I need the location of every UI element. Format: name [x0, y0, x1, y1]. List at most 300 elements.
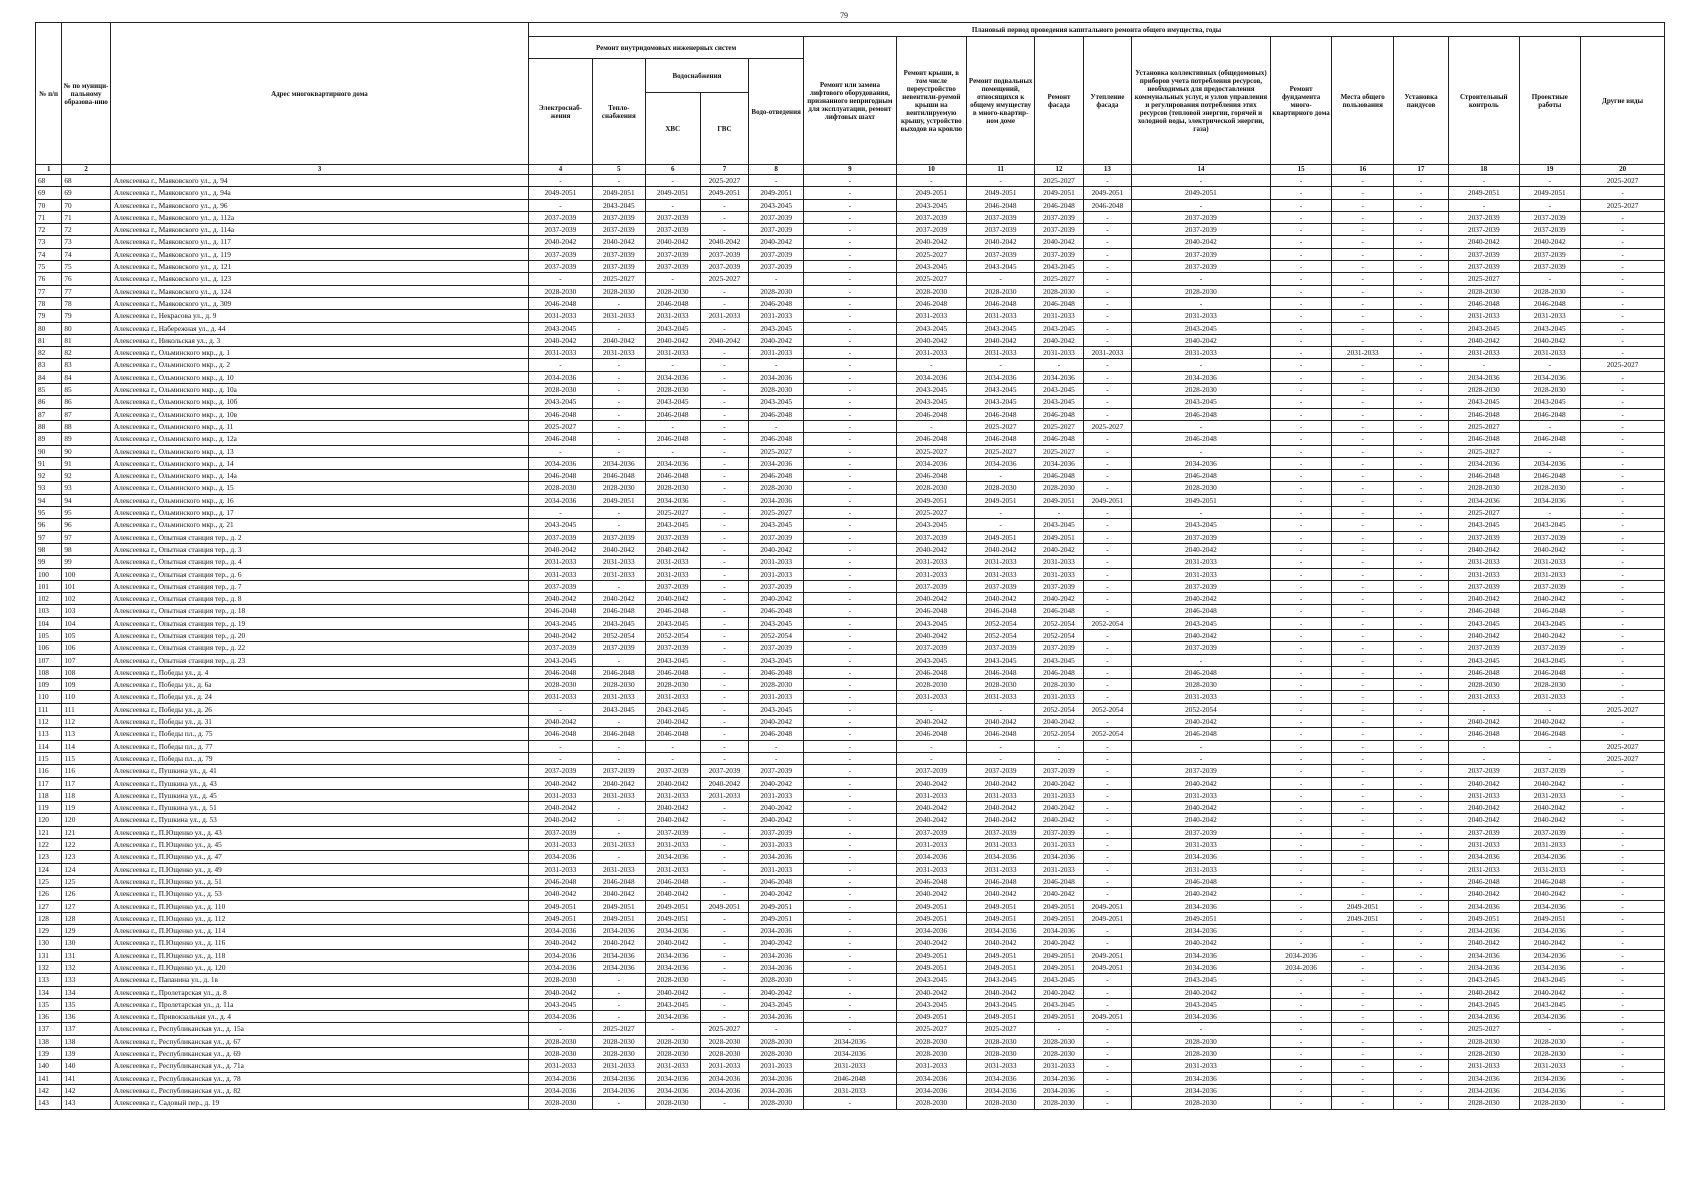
period-cell: 2040-2042 — [529, 777, 593, 789]
period-cell: 2034-2036 — [1035, 1084, 1083, 1096]
table-row — [36, 1011, 1665, 1023]
period-cell: - — [1270, 826, 1332, 838]
municipal-number: 141 — [62, 1072, 110, 1084]
period-cell: - — [804, 273, 896, 285]
period-cell: 2034-2036 — [645, 1084, 700, 1096]
period-cell: - — [1132, 175, 1271, 187]
period-cell: 2043-2045 — [645, 322, 700, 334]
period-cell: 2025-2027 — [896, 248, 966, 260]
period-cell: 2037-2039 — [749, 642, 804, 654]
period-cell: 2040-2042 — [896, 777, 966, 789]
period-cell: - — [1083, 679, 1131, 691]
period-cell: - — [1332, 986, 1394, 998]
row-number: 107 — [36, 654, 62, 666]
period-cell: 2031-2033 — [896, 556, 966, 568]
row-number: 104 — [36, 617, 62, 629]
period-cell: - — [700, 728, 748, 740]
period-cell: - — [896, 175, 966, 187]
period-cell: - — [1394, 666, 1449, 678]
municipal-number: 110 — [62, 691, 110, 703]
period-cell: - — [529, 1023, 593, 1035]
municipal-number: 91 — [62, 457, 110, 469]
table-row — [36, 359, 1665, 371]
period-cell: - — [1394, 371, 1449, 383]
period-cell: 2034-2036 — [1132, 962, 1271, 974]
period-cell: 2031-2033 — [896, 789, 966, 801]
header-insulation: Утепление фасада — [1083, 37, 1131, 165]
period-cell: 2043-2045 — [1449, 617, 1519, 629]
period-cell: 2028-2030 — [1449, 482, 1519, 494]
period-cell: 2040-2042 — [1519, 593, 1581, 605]
period-cell: 2043-2045 — [967, 384, 1035, 396]
period-cell: 2031-2033 — [896, 863, 966, 875]
period-cell: 2040-2042 — [967, 334, 1035, 346]
period-cell: 2040-2042 — [645, 236, 700, 248]
period-cell: 2028-2030 — [645, 679, 700, 691]
period-cell: 2031-2033 — [1519, 310, 1581, 322]
period-cell: - — [804, 494, 896, 506]
address-cell: Алексеевка г., Опытная станция тер., д. 19 — [110, 617, 528, 629]
period-cell: - — [1581, 974, 1665, 986]
period-cell: 2034-2036 — [1132, 925, 1271, 937]
address-cell: Алексеевка г., Республиканская ул., д. 71а — [110, 1060, 528, 1072]
period-cell: - — [1083, 519, 1131, 531]
period-cell: 2031-2033 — [592, 863, 645, 875]
period-cell: 2040-2042 — [896, 888, 966, 900]
row-number: 114 — [36, 740, 62, 752]
period-cell: 2028-2030 — [967, 679, 1035, 691]
period-cell: 2046-2048 — [592, 605, 645, 617]
period-cell: - — [1332, 248, 1394, 260]
period-cell: - — [1332, 863, 1394, 875]
period-cell: 2028-2030 — [529, 1048, 593, 1060]
table-row — [36, 457, 1665, 469]
period-cell: 2040-2042 — [967, 802, 1035, 814]
period-cell: - — [1332, 1048, 1394, 1060]
period-cell: - — [1083, 248, 1131, 260]
period-cell: - — [1083, 629, 1131, 641]
period-cell: 2040-2042 — [1132, 543, 1271, 555]
column-numbers-row — [36, 165, 1665, 175]
row-number: 105 — [36, 629, 62, 641]
period-cell: - — [592, 384, 645, 396]
period-cell: - — [592, 507, 645, 519]
address-cell: Алексеевка г., Победы ул., д. 31 — [110, 716, 528, 728]
period-cell: 2040-2042 — [645, 777, 700, 789]
period-cell: 2031-2033 — [967, 310, 1035, 322]
period-cell: 2040-2042 — [967, 543, 1035, 555]
row-number: 142 — [36, 1084, 62, 1096]
period-cell: 2037-2039 — [1132, 765, 1271, 777]
period-cell: 2040-2042 — [1132, 716, 1271, 728]
period-cell: 2031-2033 — [896, 347, 966, 359]
period-cell: - — [1083, 605, 1131, 617]
period-cell: 2040-2042 — [967, 593, 1035, 605]
period-cell: - — [804, 457, 896, 469]
municipal-number: 137 — [62, 1023, 110, 1035]
municipal-number: 88 — [62, 420, 110, 432]
period-cell: 2025-2027 — [896, 507, 966, 519]
period-cell: - — [1083, 716, 1131, 728]
period-cell: - — [700, 839, 748, 851]
period-cell: - — [1449, 359, 1519, 371]
row-number: 132 — [36, 962, 62, 974]
address-cell: Алексеевка г., Ольминского мкр., д. 14 — [110, 457, 528, 469]
period-cell: 2043-2045 — [645, 519, 700, 531]
period-cell: 2025-2027 — [700, 1023, 748, 1035]
address-cell: Алексеевка г., Победы ул., д. 4 — [110, 666, 528, 678]
period-cell: 2031-2033 — [1035, 839, 1083, 851]
address-cell: Алексеевка г., Маяковского ул., д. 96 — [110, 199, 528, 211]
period-cell: 2028-2030 — [1132, 1097, 1271, 1109]
period-cell: - — [1270, 617, 1332, 629]
period-cell: - — [1083, 396, 1131, 408]
period-cell: 2034-2036 — [1035, 457, 1083, 469]
period-cell: 2043-2045 — [529, 617, 593, 629]
period-cell: - — [804, 211, 896, 223]
period-cell: - — [1581, 654, 1665, 666]
period-cell: 2028-2030 — [529, 1097, 593, 1109]
period-cell: 2031-2033 — [529, 863, 593, 875]
municipal-number: 93 — [62, 482, 110, 494]
municipal-number: 83 — [62, 359, 110, 371]
period-cell: - — [1270, 925, 1332, 937]
table-row — [36, 507, 1665, 519]
period-cell: - — [1270, 396, 1332, 408]
period-cell: 2037-2039 — [1132, 531, 1271, 543]
period-cell: - — [1270, 568, 1332, 580]
period-cell: - — [1332, 396, 1394, 408]
period-cell: 2037-2039 — [749, 826, 804, 838]
period-cell: 2046-2048 — [1519, 433, 1581, 445]
period-cell: 2034-2036 — [749, 371, 804, 383]
period-cell: - — [1581, 457, 1665, 469]
period-cell: 2049-2051 — [967, 531, 1035, 543]
address-cell: Алексеевка г., Маяковского ул., д. 124 — [110, 285, 528, 297]
period-cell: 2031-2033 — [529, 347, 593, 359]
table-row — [36, 433, 1665, 445]
period-cell: 2031-2033 — [1132, 568, 1271, 580]
period-cell: 2043-2045 — [967, 261, 1035, 273]
period-cell: 2031-2033 — [592, 347, 645, 359]
period-cell: 2034-2036 — [967, 1072, 1035, 1084]
period-cell: 2040-2042 — [529, 543, 593, 555]
period-cell: 2052-2054 — [645, 629, 700, 641]
period-cell: - — [1394, 482, 1449, 494]
period-cell: 2049-2051 — [749, 912, 804, 924]
period-cell: - — [1519, 740, 1581, 752]
period-cell: 2049-2051 — [749, 900, 804, 912]
period-cell: - — [1394, 470, 1449, 482]
period-cell: - — [804, 568, 896, 580]
period-cell: 2049-2051 — [1083, 494, 1131, 506]
period-cell: 2028-2030 — [1519, 384, 1581, 396]
address-cell: Алексеевка г., Пушкина ул., д. 43 — [110, 777, 528, 789]
period-cell: - — [1270, 408, 1332, 420]
table-row — [36, 310, 1665, 322]
period-cell: - — [1394, 433, 1449, 445]
period-cell: - — [1394, 925, 1449, 937]
period-cell: 2034-2036 — [1519, 949, 1581, 961]
period-cell: 2031-2033 — [1132, 347, 1271, 359]
period-cell: 2034-2036 — [592, 1072, 645, 1084]
period-cell: - — [1132, 273, 1271, 285]
period-cell: - — [1581, 543, 1665, 555]
period-cell: 2040-2042 — [645, 716, 700, 728]
period-cell: 2037-2039 — [645, 261, 700, 273]
table-row — [36, 211, 1665, 223]
table-row — [36, 851, 1665, 863]
period-cell: - — [700, 482, 748, 494]
period-cell: - — [700, 445, 748, 457]
period-cell: 2037-2039 — [700, 248, 748, 260]
row-number: 100 — [36, 568, 62, 580]
row-number: 126 — [36, 888, 62, 900]
period-cell: 2028-2030 — [700, 1035, 748, 1047]
period-cell: 2040-2042 — [749, 802, 804, 814]
address-cell: Алексеевка г., Ольминского мкр., д. 14а — [110, 470, 528, 482]
period-cell: - — [804, 310, 896, 322]
row-number: 79 — [36, 310, 62, 322]
address-cell: Алексеевка г., П.Ющенко ул., д. 116 — [110, 937, 528, 949]
period-cell: - — [1083, 236, 1131, 248]
row-number: 113 — [36, 728, 62, 740]
period-cell: - — [1394, 826, 1449, 838]
period-cell: - — [700, 666, 748, 678]
period-cell: 2031-2033 — [896, 568, 966, 580]
period-cell: 2037-2039 — [529, 826, 593, 838]
period-cell: 2043-2045 — [749, 703, 804, 715]
period-cell: 2034-2036 — [1449, 900, 1519, 912]
period-cell: 2031-2033 — [1449, 789, 1519, 801]
address-cell: Алексеевка г., Опытная станция тер., д. 3 — [110, 543, 528, 555]
header-ramps: Установка пандусов — [1394, 37, 1449, 165]
row-number: 122 — [36, 839, 62, 851]
period-cell: 2046-2048 — [896, 875, 966, 887]
period-cell: - — [804, 224, 896, 236]
period-cell: 2028-2030 — [1035, 482, 1083, 494]
period-cell: - — [804, 396, 896, 408]
period-cell: 2037-2039 — [1519, 224, 1581, 236]
period-cell: - — [1270, 605, 1332, 617]
period-cell: - — [700, 912, 748, 924]
period-cell: 2031-2033 — [645, 568, 700, 580]
period-cell: 2034-2036 — [1519, 962, 1581, 974]
row-number: 77 — [36, 285, 62, 297]
period-cell: - — [1394, 962, 1449, 974]
period-cell: 2031-2033 — [1519, 347, 1581, 359]
period-cell: - — [700, 1097, 748, 1109]
address-cell: Алексеевка г., П.Ющенко ул., д. 49 — [110, 863, 528, 875]
municipal-number: 136 — [62, 1011, 110, 1023]
period-cell: - — [1581, 297, 1665, 309]
period-cell: - — [1332, 629, 1394, 641]
period-cell: 2043-2045 — [645, 703, 700, 715]
period-cell: 2037-2039 — [1519, 531, 1581, 543]
period-cell: - — [896, 420, 966, 432]
period-cell: - — [1270, 248, 1332, 260]
period-cell: 2025-2027 — [1035, 445, 1083, 457]
period-cell: 2049-2051 — [529, 912, 593, 924]
period-cell: - — [1332, 297, 1394, 309]
period-cell: - — [1132, 420, 1271, 432]
period-cell: - — [1132, 297, 1271, 309]
period-cell: 2040-2042 — [749, 986, 804, 998]
table-row — [36, 789, 1665, 801]
period-cell: - — [700, 457, 748, 469]
row-number: 78 — [36, 297, 62, 309]
period-cell: 2034-2036 — [1035, 1072, 1083, 1084]
period-cell: 2049-2051 — [896, 962, 966, 974]
period-cell: 2031-2033 — [1449, 347, 1519, 359]
period-cell: 2037-2039 — [749, 224, 804, 236]
period-cell: - — [1083, 1060, 1131, 1072]
row-number: 115 — [36, 752, 62, 764]
address-cell: Алексеевка г., Республиканская ул., д. 82 — [110, 1084, 528, 1096]
municipal-number: 80 — [62, 322, 110, 334]
period-cell: 2040-2042 — [1035, 802, 1083, 814]
period-cell: 2034-2036 — [896, 925, 966, 937]
period-cell: 2037-2039 — [592, 211, 645, 223]
period-cell: - — [804, 371, 896, 383]
period-cell: - — [1332, 814, 1394, 826]
period-cell: - — [1332, 334, 1394, 346]
period-cell: - — [1132, 199, 1271, 211]
row-number: 86 — [36, 396, 62, 408]
period-cell: - — [645, 175, 700, 187]
period-cell: 2028-2030 — [1449, 1035, 1519, 1047]
period-cell: - — [1394, 175, 1449, 187]
period-cell: - — [1270, 433, 1332, 445]
table-row — [36, 445, 1665, 457]
row-number: 121 — [36, 826, 62, 838]
period-cell: - — [804, 728, 896, 740]
period-cell: - — [1083, 1048, 1131, 1060]
row-number: 120 — [36, 814, 62, 826]
period-cell: - — [1083, 297, 1131, 309]
header-heat: Тепло-снабжения — [592, 59, 645, 165]
table-row — [36, 1035, 1665, 1047]
municipal-number: 81 — [62, 334, 110, 346]
period-cell: - — [592, 396, 645, 408]
period-cell: 2031-2033 — [1519, 1060, 1581, 1072]
municipal-number: 124 — [62, 863, 110, 875]
column-number: 8 — [749, 165, 804, 175]
column-number: 19 — [1519, 165, 1581, 175]
period-cell: - — [1083, 445, 1131, 457]
period-cell: 2034-2036 — [592, 457, 645, 469]
period-cell: - — [1083, 322, 1131, 334]
row-number: 97 — [36, 531, 62, 543]
period-cell: 2046-2048 — [1519, 297, 1581, 309]
period-cell: 2034-2036 — [529, 371, 593, 383]
period-cell: 2046-2048 — [592, 875, 645, 887]
municipal-number: 89 — [62, 433, 110, 445]
address-cell: Алексеевка г., Опытная станция тер., д. 6 — [110, 568, 528, 580]
period-cell: 2043-2045 — [645, 654, 700, 666]
period-cell: - — [749, 359, 804, 371]
period-cell: 2037-2039 — [749, 765, 804, 777]
address-cell: Алексеевка г., П.Ющенко ул., д. 43 — [110, 826, 528, 838]
period-cell: 2046-2048 — [529, 408, 593, 420]
period-cell: - — [1394, 986, 1449, 998]
period-cell: - — [1581, 937, 1665, 949]
period-cell: 2031-2033 — [529, 310, 593, 322]
period-cell: 2031-2033 — [645, 347, 700, 359]
municipal-number: 120 — [62, 814, 110, 826]
period-cell: - — [1035, 507, 1083, 519]
row-number: 88 — [36, 420, 62, 432]
period-cell: - — [1394, 1097, 1449, 1109]
period-cell: 2043-2045 — [1035, 261, 1083, 273]
period-cell: - — [1132, 1023, 1271, 1035]
period-cell: - — [804, 642, 896, 654]
period-cell: - — [1083, 556, 1131, 568]
municipal-number: 75 — [62, 261, 110, 273]
period-cell: - — [1581, 347, 1665, 359]
period-cell: - — [1332, 236, 1394, 248]
period-cell: 2034-2036 — [1519, 1084, 1581, 1096]
period-cell: - — [967, 175, 1035, 187]
period-cell: 2046-2048 — [529, 666, 593, 678]
period-cell: 2028-2030 — [645, 482, 700, 494]
table-row — [36, 1072, 1665, 1084]
period-cell: - — [967, 703, 1035, 715]
period-cell: 2034-2036 — [896, 371, 966, 383]
period-cell: 2034-2036 — [749, 962, 804, 974]
table-row — [36, 1084, 1665, 1096]
period-cell: 2043-2045 — [967, 396, 1035, 408]
period-cell: - — [1394, 445, 1449, 457]
header-address: Адрес многоквартирного дома — [110, 23, 528, 165]
period-cell: 2043-2045 — [1035, 519, 1083, 531]
municipal-number: 139 — [62, 1048, 110, 1060]
table-row — [36, 396, 1665, 408]
period-cell: - — [804, 691, 896, 703]
period-cell: - — [1449, 175, 1519, 187]
period-cell: - — [700, 211, 748, 223]
period-cell: - — [1581, 912, 1665, 924]
period-cell: 2031-2033 — [1519, 789, 1581, 801]
period-cell: - — [1581, 420, 1665, 432]
address-cell: Алексеевка г., Республиканская ул., д. 15а — [110, 1023, 528, 1035]
period-cell: 2031-2033 — [592, 556, 645, 568]
period-cell: - — [967, 740, 1035, 752]
period-cell: 2046-2048 — [645, 433, 700, 445]
period-cell: 2028-2030 — [967, 285, 1035, 297]
period-cell: 2040-2042 — [645, 986, 700, 998]
period-cell: 2043-2045 — [1519, 617, 1581, 629]
period-cell: 2025-2027 — [1581, 703, 1665, 715]
period-cell: 2049-2051 — [967, 900, 1035, 912]
municipal-number: 90 — [62, 445, 110, 457]
period-cell: 2031-2033 — [645, 691, 700, 703]
period-cell: - — [1270, 814, 1332, 826]
period-cell: - — [1035, 752, 1083, 764]
period-cell: - — [1132, 752, 1271, 764]
period-cell: - — [1270, 445, 1332, 457]
row-number: 137 — [36, 1023, 62, 1035]
period-cell: 2043-2045 — [592, 199, 645, 211]
period-cell: - — [1581, 605, 1665, 617]
period-cell: - — [1083, 224, 1131, 236]
period-cell: 2028-2030 — [645, 384, 700, 396]
period-cell: - — [1083, 998, 1131, 1010]
period-cell: 2037-2039 — [749, 261, 804, 273]
period-cell: 2043-2045 — [1035, 384, 1083, 396]
period-cell: 2046-2048 — [896, 433, 966, 445]
period-cell: - — [1270, 691, 1332, 703]
